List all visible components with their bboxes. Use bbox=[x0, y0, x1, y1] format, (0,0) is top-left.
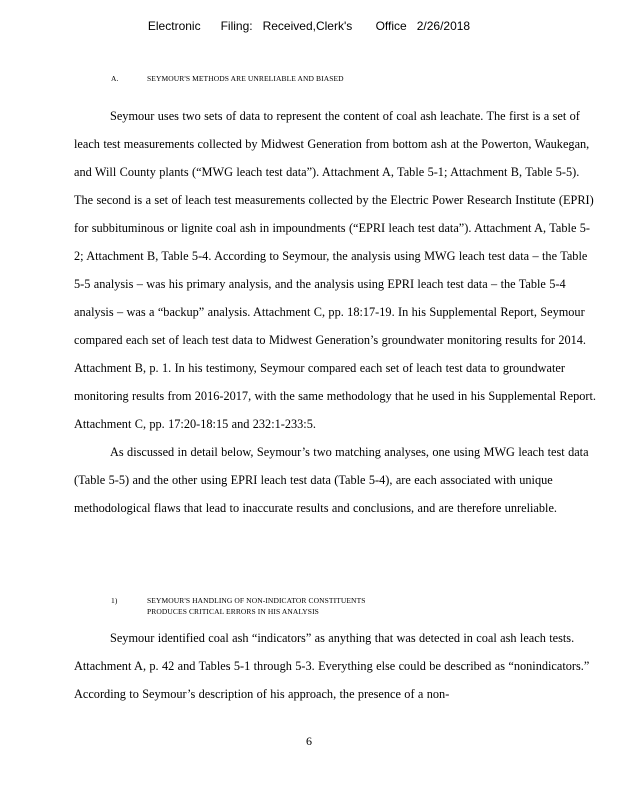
paragraph-1: Seymour uses two sets of data to represent the content of coal ash leachate. The first is a set of leach test measurements collected by Midwest Generation from bottom ash at the Powerton, Waukegan, and Will County plants (“MWG leach test data”). Attachment A, Table 5-1; Attachment B, Table 5-5). The second is a set of leach test measurements collected by the Electric Power Research Institute (EPRI) for subbituminous or lignite coal ash in impoundments (“EPRI leach test data”). Attachment A, Table 5-2; Attachment B, Table 5-4. According to Seymour, the analysis using MWG leach test data – the Table 5-5 analysis – was his primary analysis, and the analysis using EPRI leach test data – the Table 5-4 analysis – was a “backup” analysis. Attachment C, pp. 18:17-19. In his Supplemental Report, Seymour compared each set of leach test data to Midwest Generation’s groundwater monitoring results for 2014. Attachment B, p. 1. In his testimony, Seymour compared each set of leach test data to groundwater monitoring results from 2016-2017, with the same methodology that he used in his Supplemental Report. Attachment C, pp. 17:20-18:15 and 232:1-233:5. bbox=[74, 109, 596, 431]
section-1-number: 1) bbox=[111, 596, 118, 605]
page-number: 6 bbox=[306, 734, 312, 748]
section-a-number: A. bbox=[111, 74, 119, 83]
body-block-2 bbox=[74, 624, 596, 708]
paragraph-2: As discussed in detail below, Seymour’s two matching analyses, one using MWG leach test data (Table 5-5) and the other using EPRI leach test data (Table 5-4), are each associated with unique methodological flaws that lead to inaccurate results and conclusions, and are therefore unreliable. bbox=[74, 445, 589, 515]
section-a-heading bbox=[111, 74, 531, 84]
section-1-heading bbox=[111, 596, 531, 618]
paragraph-3: Seymour identified coal ash “indicators” as anything that was detected in coal ash leach tests. Attachment A, p. 42 and Tables 5-1 through 5-3. Everything else could be described as “nonindicators.” According to Seymour’s description of his approach, the presence of a non- bbox=[74, 631, 590, 701]
section-1-title-line2: PRODUCES CRITICAL ERRORS IN HIS ANALYSIS bbox=[147, 607, 319, 616]
section-a-title: SEYMOUR'S METHODS ARE UNRELIABLE AND BIASED bbox=[147, 74, 344, 83]
body-block-1 bbox=[74, 102, 596, 522]
filing-header: Electronic Filing: Received,Clerk's Office 2/26/2018 bbox=[147, 19, 471, 33]
section-1-title-line1: SEYMOUR'S HANDLING OF NON-INDICATOR CONSTITUENTS bbox=[147, 596, 366, 605]
